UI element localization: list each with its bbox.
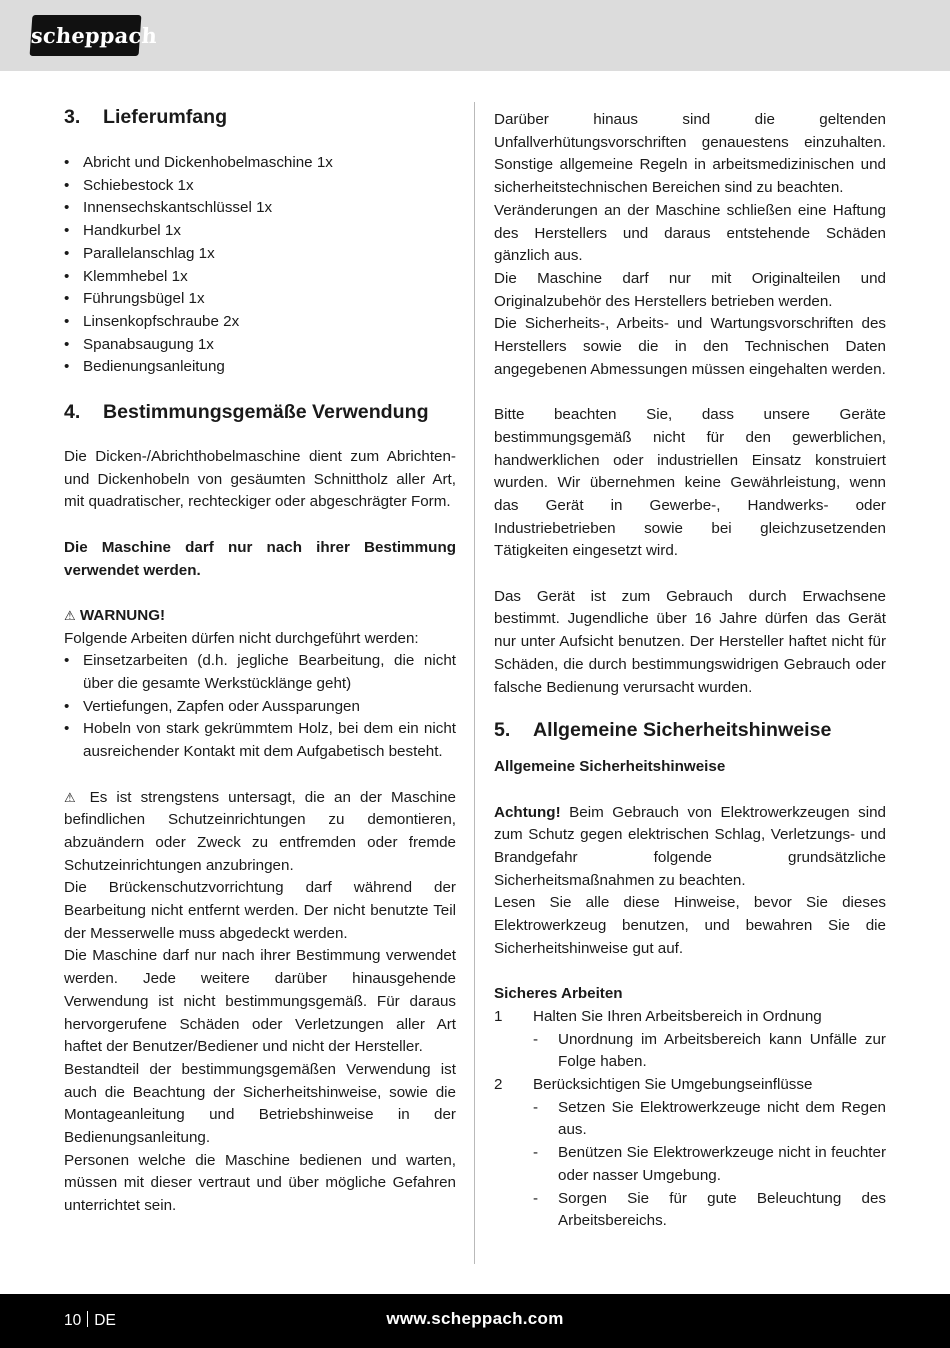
modifications-paragraph: Veränderungen an der Maschine schließen eine Haftung des Herstellers und daraus entstehende Schäden gänzlich aus. <box>494 201 886 265</box>
section-4-heading <box>64 398 456 426</box>
section-number: 3. <box>64 106 81 128</box>
dash-marker: - <box>533 1098 539 1116</box>
bridge-guard-paragraph: Die Brückenschutzvorrichtung darf während der Bearbeitung nicht entfernt werden. Der nicht benutzte Teil der Messerwelle muss abgedeckt werden. <box>64 879 456 942</box>
section-number: 4. <box>64 401 81 424</box>
page-number: 10 <box>64 1312 82 1329</box>
list-item: • Innensechskantschlüssel 1x <box>64 197 456 220</box>
non-commercial-notice-paragraph: Bitte beachten Sie, dass unsere Geräte bestimmungsgemäß nicht für den gewerblichen, handwerklichen oder industriellen Einsatz konstruiert wurden. Wir übernehmen keine Gewährleistung, wenn das Gerät in Gewerbe-, Handwerks- oder Industriebetrieben sowie bei gleichzusetzenden Tätigkeiten eingesetzt wird. <box>494 406 886 560</box>
strict-prohibition-text: Es ist strengstens untersagt, die an der Maschine befindlichen Schutzeinrichtungen zu demontieren, abzuändern oder Zweck zu entfremden oder fremde Schutzeinrichtungen anzubringen. <box>64 788 456 874</box>
list-item: • Vertiefungen, Zapfen oder Aussparungen <box>64 696 456 719</box>
page-header <box>0 0 950 71</box>
column-divider <box>474 102 475 1264</box>
list-item: • Handkurbel 1x <box>64 220 456 243</box>
list-item: • Schiebestock 1x <box>64 175 456 198</box>
sub-item-text: Setzen Sie Elektrowerkzeuge nicht dem Regen aus. <box>558 1098 886 1139</box>
warning-title: WARNUNG! <box>79 606 166 624</box>
attention-label: Achtung! <box>494 803 561 821</box>
section-5-heading <box>494 716 886 744</box>
section-number: 5. <box>494 719 511 742</box>
warning-heading <box>64 605 456 628</box>
machine-use-paragraph: Die Maschine darf nur nach ihrer Bestimmung verwendet werden. Jede weitere darüber hinausgehende Verwendung ist nicht bestimmungsgemäß. Für daraus hervorgerufene Schäden oder Verletzungen aller Art haftet der Benutzer/Bediener und nicht der Hersteller. <box>64 947 456 1056</box>
section-title: Bestimmungsgemäße Verwendung <box>103 401 429 424</box>
page-footer <box>0 1294 950 1348</box>
strict-prohibition-paragraph <box>64 787 456 878</box>
attention-text: Beim Gebrauch von Elektrowerkzeugen sind zum Schutz gegen elektrischen Schlag, Verletzungs- und Brandgefahr folgende grundsätzliche Sicherheitsmaßnahmen zu beachten. <box>494 803 886 889</box>
regulations-paragraph: Die Sicherheits-, Arbeits- und Wartungsvorschriften des Herstellers sowie die in den Technischen Daten angegebenen Abmessungen müssen eingehalten werden. <box>494 315 886 378</box>
accident-prevention-paragraph: Darüber hinaus sind die geltenden Unfallverhütungsvorschriften genauestens einzuhalten. Sonstige allgemeine Regeln in arbeitsmedizinischen und sicherheitstechnischen Bereichen sind zu beachten. <box>494 111 886 197</box>
safe-working-heading: Sicheres Arbeiten <box>494 985 623 1003</box>
intended-use-part-paragraph: Bestandteil der bestimmungsgemäßen Verwendung ist auch die Beachtung der Sicherheitshinweise, sowie die Montageanleitung und Betriebshinweise in der Bedienungsanleitung. <box>64 1060 456 1147</box>
dash-marker: - <box>533 1030 539 1048</box>
scope-of-delivery-list <box>64 152 456 379</box>
section-title: Allgemeine Sicherheitshinweise <box>533 719 832 742</box>
intended-use-bold-note: Die Maschine darf nur nach ihrer Bestimmung verwendet werden. <box>64 538 456 579</box>
list-item: • Parallelanschlag 1x <box>64 243 456 266</box>
sub-item-text: Unordnung im Arbeitsbereich kann Unfälle zur Folge haben. <box>558 1030 886 1071</box>
subsection-heading: Allgemeine Sicherheitshinweise <box>494 758 726 776</box>
list-item: • Bedienungsanleitung <box>64 356 456 379</box>
item-number: 1 <box>494 1007 503 1025</box>
numbered-item <box>494 1006 886 1029</box>
prohibited-work-list <box>64 650 456 764</box>
operators-paragraph: Personen welche die Maschine bedienen und warten, müssen mit dieser vertraut und über mögliche Gefahren unterrichtet sein. <box>64 1151 456 1215</box>
original-parts-paragraph: Die Maschine darf nur mit Originalteilen und Originalzubehör des Herstellers betrieben werden. <box>494 269 886 310</box>
list-item: • Linsenkopfschraube 2x <box>64 311 456 334</box>
sub-item <box>494 1097 886 1142</box>
sub-item-text: Sorgen Sie für gute Beleuchtung des Arbeitsbereichs. <box>558 1189 886 1230</box>
sub-item <box>494 1188 886 1233</box>
list-item: • Hobeln von stark gekrümmtem Holz, bei dem ein nicht ausreichender Kontakt mit dem Aufgabetisch besteht. <box>64 718 456 763</box>
section-title: Lieferumfang <box>103 106 228 128</box>
intended-use-paragraph: Die Dicken-/Abrichthobelmaschine dient zum Abrichten- und Dickenhobeln von gesäumten Schnittholz aller Art, mit quadratischer, rechteckiger oder abgeschrägter Form. <box>64 448 456 511</box>
list-item: • Führungsbügel 1x <box>64 288 456 311</box>
scheppach-logo: scheppach <box>30 15 142 56</box>
list-item: • Klemmhebel 1x <box>64 266 456 289</box>
dash-marker: - <box>533 1144 539 1162</box>
warning-intro: Folgende Arbeiten dürfen nicht durchgeführt werden: <box>64 629 419 647</box>
sub-item <box>494 1142 886 1187</box>
right-column <box>494 103 886 1233</box>
section-3-heading <box>64 103 456 131</box>
item-number: 2 <box>494 1076 503 1094</box>
read-instructions-paragraph: Lesen Sie alle diese Hinweise, bevor Sie dieses Elektrowerkzeug benutzen, und bewahren Sie die Sicherheitshinweise gut auf. <box>494 894 886 957</box>
warning-triangle-icon: ⚠ <box>64 607 76 623</box>
sub-item <box>494 1029 886 1074</box>
warning-triangle-icon: ⚠ <box>64 789 81 805</box>
item-text: Berücksichtigen Sie Umgebungseinflüsse <box>533 1076 813 1094</box>
attention-paragraph <box>494 802 886 893</box>
list-item: • Einsetzarbeiten (d.h. jegliche Bearbeitung, die nicht über die gesamte Werkstücklänge geht) <box>64 650 456 695</box>
item-text: Halten Sie Ihren Arbeitsbereich in Ordnung <box>533 1007 822 1025</box>
website-url: www.scheppach.com <box>386 1309 564 1328</box>
adults-only-paragraph: Das Gerät ist zum Gebrauch durch Erwachsene bestimmt. Jugendliche über 16 Jahre dürfen das Gerät nur unter Aufsicht benutzen. Der Hersteller haftet nicht für Schäden, die durch bestimmungswidrigen Gebrauch oder falsche Bedienung verursacht wurden. <box>494 587 886 696</box>
list-item: • Abricht und Dickenhobelmaschine 1x <box>64 152 456 175</box>
numbered-item <box>494 1074 886 1097</box>
left-column <box>64 103 456 1218</box>
dash-marker: - <box>533 1189 539 1207</box>
sub-item-text: Benützen Sie Elektrowerkzeuge nicht in feuchter oder nasser Umgebung. <box>558 1144 886 1184</box>
language-code: DE <box>94 1312 116 1329</box>
list-item: • Spanabsaugung 1x <box>64 334 456 357</box>
